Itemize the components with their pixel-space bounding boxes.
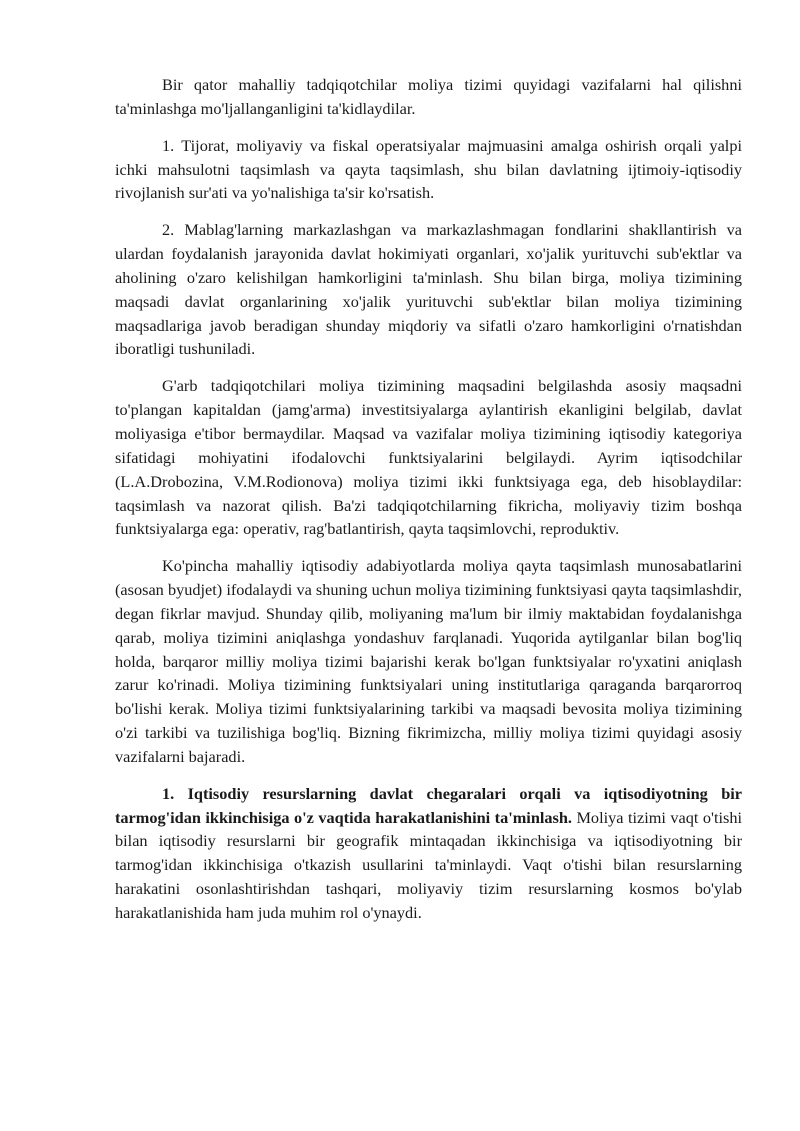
paragraph-western-researchers — [115, 374, 742, 541]
paragraph-text: Ko'pincha mahalliy iqtisodiy adabiyotlarda moliya qayta taqsimlash munosabatlarini (asosan byudjet) ifodalaydi va shuning uchun moliya tizimining funktsiyasi qayta taqsimlashdir, degan fikrlar mavjud. Shunday qilib, moliyaning ma'lum bir ilmiy maktabidan foydalanishga qarab, moliya tizimini aniqlashga yondashuv farqlanadi. Yuqorida aytilganlar bilan bog'liq holda, barqaror milliy moliya tizimi bajarishi kerak bo'lgan funktsiyalar ro'yxatini aniqlash zarur ko'rinadi. Moliya tizimining funktsiyalari uning institutlariga qaraganda barqarorroq bo'lishi kerak. Moliya tizimi funktsiyalarining tarkibi va maqsadi bevosita moliya tizimining o'zi tarkibi va tuzilishiga bog'liq. Bizning fikrimizcha, milliy moliya tizimi quyidagi asosiy vazifalarni bajaradi. — [115, 556, 742, 766]
paragraph-text: 2. Mablag'larning markazlashgan va markazlashmagan fondlarini shakllantirish va ulardan foydalanish jarayonida davlat hokimiyati organlari, xo'jalik yurituvchi sub'ektlar va aholining o'zaro kelishilgan hamkorligini ta'minlash. Shu bilan birga, moliya tizimining maqsadi davlat organlarining xo'jalik yurituvchi sub'ektlar bilan moliya tizimining maqsadlariga javob beradigan shunday miqdoriy va sifatli o'zaro hamkorligini o'rnatishdan iboratligi tushuniladi. — [115, 220, 742, 359]
document-body — [115, 73, 742, 938]
paragraph-bold-lead: 1. Iqtisodiy resurslarning davlat chegaralari orqali va iqtisodiyotning bir tarmog'idan ikkinchisiga o'z vaqtida harakatlanishini ta'minlash. — [115, 783, 742, 827]
paragraph-text: G'arb tadqiqotchilari moliya tizimining maqsadini belgilashda asosiy maqsadni to'plangan kapitaldan (jamg'arma) investitsiyalarga aylantirish ekanligini belgilab, davlat moliyasiga e'tibor bermaydilar. Maqsad va vazifalar moliya tizimining iqtisodiy kategoriya sifatidagi mohiyatini ifodalovchi funktsiyalarini belgilaydi. Ayrim iqtisodchilar (L.A.Drobozina, V.M.Rodionova) moliya tizimi ikki funktsiyaga ega, deb hisoblaydilar: taqsimlash va nazorat qilish. Ba'zi tadqiqotchilarning fikricha, moliyaviy tizim boshqa funktsiyalarga ega: operativ, rag'batlantirish, qayta taqsimlovchi, reproduktiv. — [115, 376, 742, 539]
paragraph-task-2 — [115, 218, 742, 361]
paragraph-text: Bir qator mahalliy tadqiqotchilar moliya tizimi quyidagi vazifalarni hal qilishni ta'minlashga mo'ljallanganligini ta'kidlaydilar. — [115, 75, 742, 118]
paragraph-text: Moliya tizimi vaqt o'tishi bilan iqtisodiy resurslarni bir geografik mintaqadan ikkinchisiga va iqtisodiyotning bir tarmog'idan ikkinchisiga o'tkazish usullarini ta'minlaydi. Vaqt o'tishi bilan resurslarning harakatini osonlashtirishdan tashqari, moliyaviy tizim resurslarning kosmos bo'ylab harakatlanishida ham juda muhim rol o'ynaydi. — [115, 807, 742, 922]
paragraph-function-1 — [115, 782, 742, 925]
paragraph-intro — [115, 73, 742, 121]
paragraph-text: 1. Tijorat, moliyaviy va fiskal operatsiyalar majmuasini amalga oshirish orqali yalpi ichki mahsulotni taqsimlash va qayta taqsimlash, shu bilan davlatning ijtimoiy-iqtisodiy rivojlanish sur'ati va yo'nalishiga ta'sir ko'rsatish. — [115, 135, 742, 203]
paragraph-local-literature — [115, 554, 742, 769]
paragraph-task-1 — [115, 134, 742, 206]
